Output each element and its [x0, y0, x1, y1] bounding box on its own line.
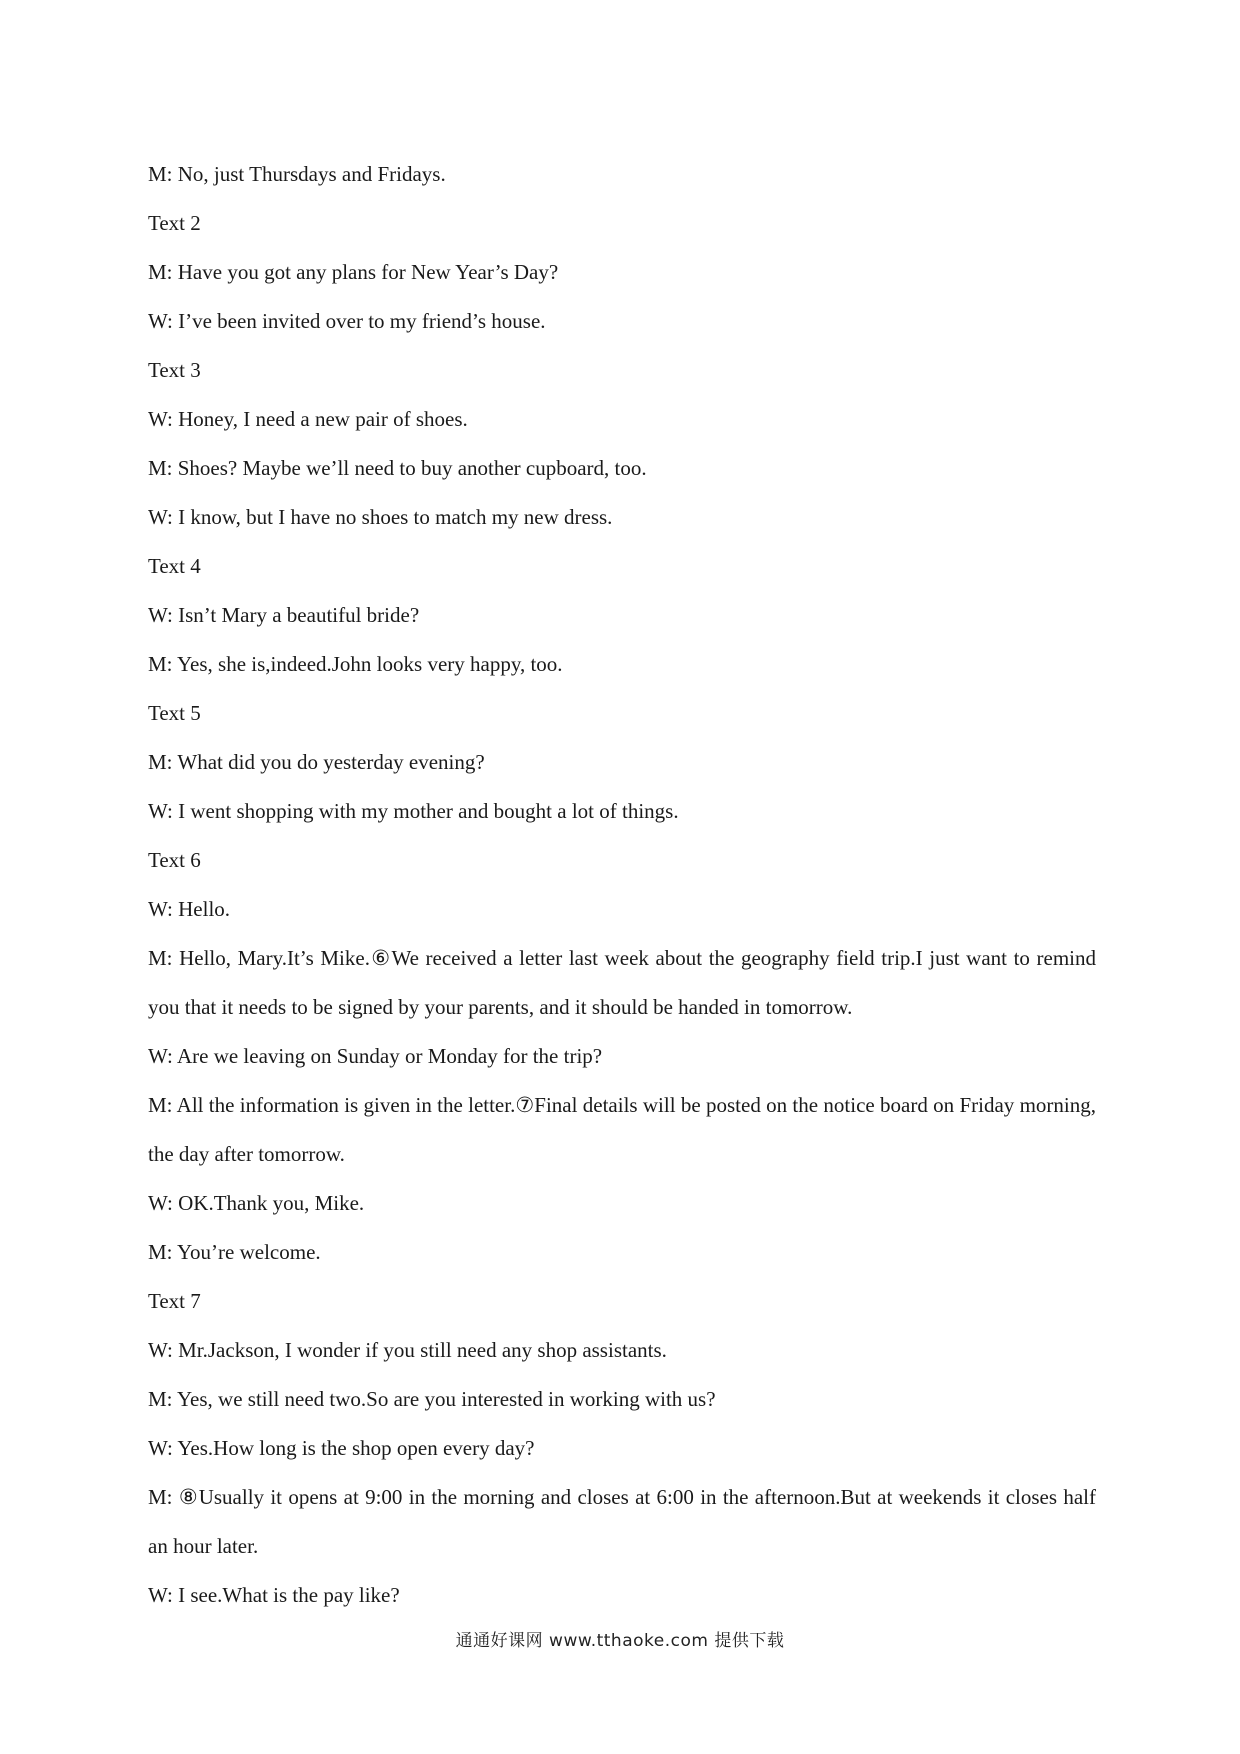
section-heading-text-4: Text 4 [148, 554, 201, 578]
dialogue-line: W: I’ve been invited over to my friend’s house. [148, 309, 546, 333]
dialogue-line: W: Mr.Jackson, I wonder if you still need any shop assistants. [148, 1338, 667, 1362]
section-heading-text-2: Text 2 [148, 211, 201, 235]
section-heading-text-5: Text 5 [148, 701, 201, 725]
transcript-body [148, 150, 1096, 1620]
dialogue-paragraph: M: Hello, Mary.It’s Mike.⑥We received a letter last week about the geography field trip.I just want to remind you that it needs to be signed by your parents, and it should be handed in tomorrow. [148, 946, 1096, 1019]
dialogue-line: W: Honey, I need a new pair of shoes. [148, 407, 468, 431]
section-heading-text-7: Text 7 [148, 1289, 201, 1313]
dialogue-line: W: OK.Thank you, Mike. [148, 1191, 365, 1215]
dialogue-line: W: Hello. [148, 897, 231, 921]
dialogue-line: M: What did you do yesterday evening? [148, 750, 485, 774]
dialogue-line: M: Yes, we still need two.So are you interested in working with us? [148, 1387, 716, 1411]
dialogue-line: W: I see.What is the pay like? [148, 1583, 400, 1607]
section-heading-text-6: Text 6 [148, 848, 201, 872]
dialogue-line: M: No, just Thursdays and Fridays. [148, 162, 446, 186]
dialogue-paragraph: M: All the information is given in the letter.⑦Final details will be posted on the notice board on Friday morning, the day after tomorrow. [148, 1093, 1096, 1166]
dialogue-paragraph: M: ⑧Usually it opens at 9:00 in the morning and closes at 6:00 in the afternoon.But at weekends it closes half an hour later. [148, 1485, 1096, 1558]
dialogue-line: W: I know, but I have no shoes to match my new dress. [148, 505, 613, 529]
dialogue-line: W: Yes.How long is the shop open every day? [148, 1436, 535, 1460]
dialogue-line: W: Are we leaving on Sunday or Monday for the trip? [148, 1044, 603, 1068]
dialogue-line: W: I went shopping with my mother and bought a lot of things. [148, 799, 679, 823]
dialogue-line: M: You’re welcome. [148, 1240, 321, 1264]
section-heading-text-3: Text 3 [148, 358, 201, 382]
dialogue-line: M: Yes, she is,indeed.John looks very happy, too. [148, 652, 563, 676]
dialogue-line: W: Isn’t Mary a beautiful bride? [148, 603, 420, 627]
dialogue-line: M: Shoes? Maybe we’ll need to buy another cupboard, too. [148, 456, 647, 480]
dialogue-line: M: Have you got any plans for New Year’s Day? [148, 260, 559, 284]
page-footer: 通通好课网 www.tthaoke.com 提供下载 [455, 1631, 785, 1651]
